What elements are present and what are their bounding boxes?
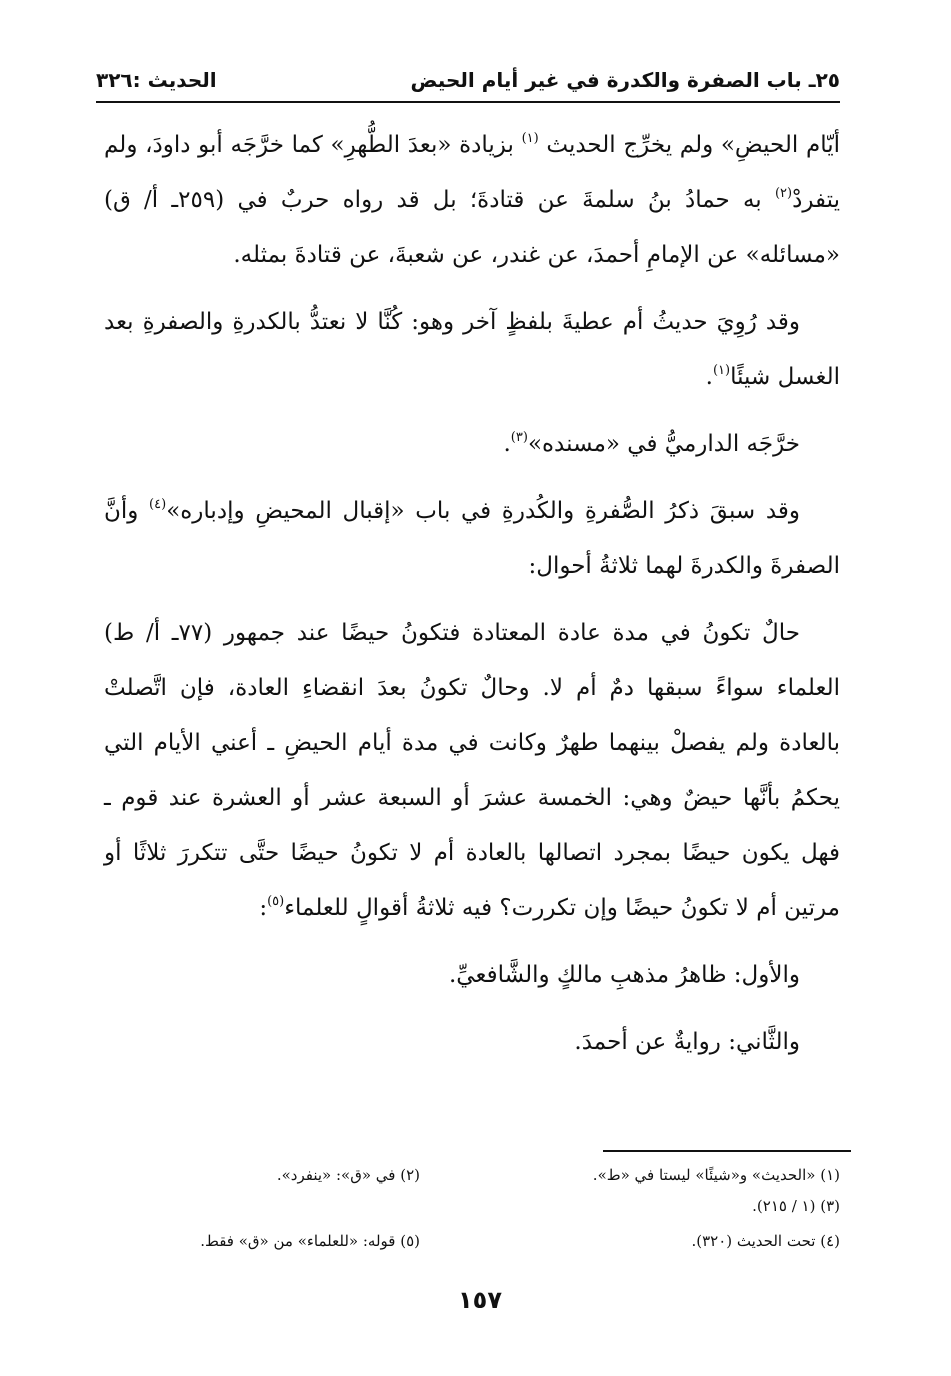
header-divider [96, 101, 840, 103]
footnote-3: (٣) (١ / ٢١٥). [752, 1197, 840, 1215]
paragraph-text: : [259, 895, 268, 921]
running-header [96, 64, 840, 100]
footnote-ref: (١) [521, 131, 539, 146]
footnotes [150, 1160, 840, 1257]
paragraph-text: بزيادة «بعدَ الطُّهرِ» كما خرَّجَه أبو داودَ، ولم يتفردْ [104, 132, 841, 213]
paragraph-1 [104, 118, 840, 283]
chapter-title: ٢٥ـ باب الصفرة والكدرة في غير أيام الحيض [410, 68, 840, 92]
paragraph-2 [104, 295, 840, 405]
paragraph-3 [104, 417, 840, 472]
paragraph-4 [104, 484, 840, 594]
footnote-ref: (٣) [510, 430, 528, 445]
paragraph-7: والثَّاني: روايةٌ عن أحمدَ. [574, 1029, 800, 1055]
paragraph-6: والأول: ظاهرُ مذهبِ مالكٍ والشَّافعيِّ. [449, 962, 800, 988]
page-number: ١٥٧ [458, 1286, 502, 1314]
footnote-ref: (٢) [774, 186, 793, 201]
footnote-1: (١) «الحديث» و«شيئًا» ليستا في «ط». [592, 1166, 840, 1184]
paragraph-text: حالٌ تكونُ في مدة عادة المعتادة فتكونُ حيضًا عند جمهور (٧٧ـ أ/ ط) العلماء سواءً سبقها دمٌ أم لا. وحالٌ تكونُ بعدَ انقضاءِ العادة، فإن اتَّصلتْ بالعادة ولم يفصلْ بينهما طهرٌ وكانت في مدة أيام الحيضِ ـ أعني الأيام التي يحكمُ بأنَّها حيضٌ وهي: الخمسة عشرَ أو السبعة عشر أو العشرة عند قوم ـ فهل يكون حيضًا بمجرد اتصالها بالعادة أم لا تكونُ حيضًا حتَّى تتكررَ ثلاثًا أو مرتين أم لا تكونُ حيضًا وإن تكررت؟ فيه ثلاثةُ أقوالٍ للعلماء [104, 620, 840, 921]
footnote-row [150, 1191, 840, 1222]
hadith-number: الحديث :٣٢٦ [96, 68, 217, 92]
paragraph-text: وقد سبقَ ذكرُ الصُّفرةِ والكُدرةِ في باب «إقبال المحيضِ وإدباره» [166, 498, 800, 524]
main-text [104, 118, 840, 1082]
paragraph-text: وأنَّ الصفرةَ والكدرةَ لهما ثلاثةُ أحوال: [104, 498, 840, 579]
footnote-2: (٢) في «ق»: «ينفرد». [276, 1166, 420, 1184]
paragraph-text: . [503, 431, 511, 457]
footnote-row [150, 1226, 840, 1257]
paragraph-text: خرَّجَه الدارميُّ في «مسنده» [527, 431, 800, 457]
footnote-4: (٤) تحت الحديث (٣٢٠). [691, 1232, 840, 1250]
paragraph-text: أيّام الحيضِ» ولم يخرِّج الحديث [538, 132, 840, 158]
footnote-ref: (٤) [149, 497, 167, 512]
footnote-ref: (١) [712, 363, 731, 378]
footnote-divider [603, 1150, 851, 1152]
paragraph-text: به حمادُ بنُ سلمةَ عن قتادةَ؛ بل قد رواه حربٌ في (٢٥٩ـ أ/ ق) «مسائله» عن الإمامِ أحمدَ، عن غندر، عن شعبةَ، عن قتادةَ بمثله. [104, 187, 840, 268]
paragraph-5 [104, 606, 840, 936]
footnote-ref: (٥) [267, 894, 285, 909]
footnote-row [150, 1160, 840, 1191]
paragraph-text: وقد رُوِيَ حديثُ أم عطيةَ بلفظٍ آخر وهو: كُنَّا لا نعتدُّ بالكدرةِ والصفرةِ بعد الغسل شيئًا [104, 309, 840, 390]
paragraph-text: . [705, 364, 713, 390]
footnote-5: (٥) قوله: «للعلماء» من «ق» فقط. [200, 1232, 420, 1250]
